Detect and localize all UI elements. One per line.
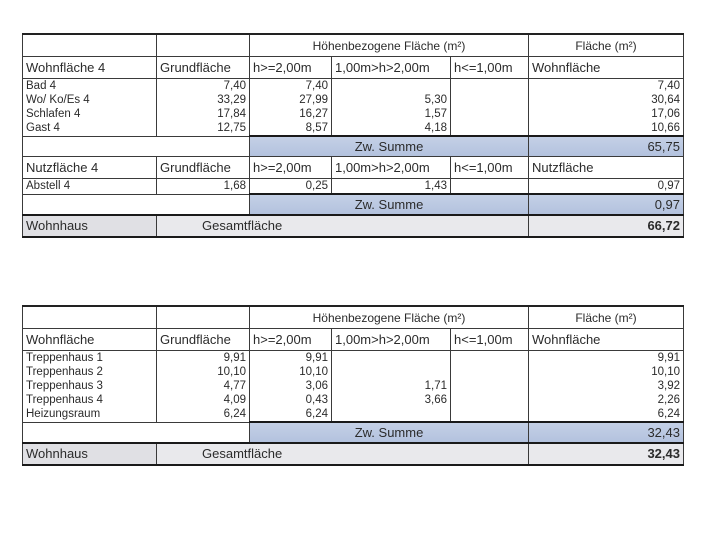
col-header-h3: h<=1,00m [451, 57, 529, 79]
grund-value: 7,40 [157, 79, 250, 94]
empty-cell [23, 306, 157, 329]
total-value: 32,43 [529, 443, 684, 465]
h1-value: 10,10 [250, 365, 332, 379]
table-row [23, 365, 684, 379]
total-row [23, 443, 684, 465]
h2-value [332, 79, 451, 94]
h3-value [451, 351, 529, 366]
h3-value [451, 107, 529, 121]
col-header-area: Wohnfläche [529, 329, 684, 351]
section-label-wohnflaeche: Wohnfläche [23, 329, 157, 351]
group-header-row [23, 34, 684, 57]
room-name: Abstell 4 [23, 179, 157, 195]
col-header-h3: h<=1,00m [451, 329, 529, 351]
col-header-h3: h<=1,00m [451, 157, 529, 179]
h1-value: 8,57 [250, 121, 332, 136]
h1-value: 7,40 [250, 79, 332, 94]
table-row [23, 407, 684, 422]
grund-value: 17,84 [157, 107, 250, 121]
grund-value: 4,77 [157, 379, 250, 393]
h3-value [451, 79, 529, 94]
h2-value: 4,18 [332, 121, 451, 136]
empty-cell [23, 422, 250, 443]
h3-value [451, 121, 529, 136]
subtotal-row [23, 422, 684, 443]
subtotal-label: Zw. Summe [250, 136, 529, 157]
table-row [23, 93, 684, 107]
total-label: Wohnhaus [23, 443, 157, 465]
grund-value: 6,24 [157, 407, 250, 422]
area-value: 7,40 [529, 79, 684, 94]
room-name: Treppenhaus 2 [23, 365, 157, 379]
height-group-header: Höhenbezogene Fläche (m²) [250, 306, 529, 329]
room-name: Bad 4 [23, 79, 157, 94]
table-row [23, 351, 684, 366]
h1-value: 9,91 [250, 351, 332, 366]
area-value: 17,06 [529, 107, 684, 121]
section-header-row [23, 157, 684, 179]
area-group-header: Fläche (m²) [529, 306, 684, 329]
room-name: Wo/ Ko/Es 4 [23, 93, 157, 107]
col-header-h1: h>=2,00m [250, 157, 332, 179]
empty-cell [157, 34, 250, 57]
table-row [23, 179, 684, 195]
h2-value: 1,71 [332, 379, 451, 393]
section-label-wohnflaeche: Wohnfläche 4 [23, 57, 157, 79]
h2-value: 1,57 [332, 107, 451, 121]
area-value: 10,10 [529, 365, 684, 379]
subtotal-row [23, 136, 684, 157]
area-group-header: Fläche (m²) [529, 34, 684, 57]
h2-value: 1,43 [332, 179, 451, 195]
grund-value: 9,91 [157, 351, 250, 366]
area-value: 10,66 [529, 121, 684, 136]
col-header-h2: 1,00m>h>2,00m [332, 57, 451, 79]
col-header-h1: h>=2,00m [250, 57, 332, 79]
h3-value [451, 379, 529, 393]
area-value: 9,91 [529, 351, 684, 366]
grund-value: 12,75 [157, 121, 250, 136]
subtotal-value: 0,97 [529, 194, 684, 215]
section-label-nutzflaeche: Nutzfläche 4 [23, 157, 157, 179]
h3-value [451, 407, 529, 422]
h2-value: 5,30 [332, 93, 451, 107]
empty-cell [23, 194, 250, 215]
empty-cell [23, 34, 157, 57]
subtotal-row [23, 194, 684, 215]
col-header-area: Nutzfläche [529, 157, 684, 179]
section-header-row [23, 57, 684, 79]
h2-value [332, 365, 451, 379]
room-name: Schlafen 4 [23, 107, 157, 121]
h3-value [451, 393, 529, 407]
room-name: Treppenhaus 1 [23, 351, 157, 366]
h3-value [451, 93, 529, 107]
area-value: 30,64 [529, 93, 684, 107]
h1-value: 27,99 [250, 93, 332, 107]
h1-value: 16,27 [250, 107, 332, 121]
area-table-2 [22, 305, 684, 466]
group-header-row [23, 306, 684, 329]
h1-value: 0,25 [250, 179, 332, 195]
col-header-h2: 1,00m>h>2,00m [332, 329, 451, 351]
table-row [23, 107, 684, 121]
area-table-1 [22, 33, 684, 238]
col-header-grundflaeche: Grundfläche [157, 329, 250, 351]
h1-value: 0,43 [250, 393, 332, 407]
total-value: 66,72 [529, 215, 684, 237]
col-header-grundflaeche: Grundfläche [157, 157, 250, 179]
subtotal-value: 32,43 [529, 422, 684, 443]
h3-value [451, 365, 529, 379]
section-header-row [23, 329, 684, 351]
col-header-area: Wohnfläche [529, 57, 684, 79]
room-name: Gast 4 [23, 121, 157, 136]
grund-value: 10,10 [157, 365, 250, 379]
height-group-header: Höhenbezogene Fläche (m²) [250, 34, 529, 57]
h1-value: 3,06 [250, 379, 332, 393]
table-row [23, 79, 684, 94]
total-label: Wohnhaus [23, 215, 157, 237]
room-name: Treppenhaus 3 [23, 379, 157, 393]
area-value: 6,24 [529, 407, 684, 422]
area-value: 2,26 [529, 393, 684, 407]
room-name: Treppenhaus 4 [23, 393, 157, 407]
gesamtflaeche-label: Gesamtfläche [157, 443, 529, 465]
col-header-h1: h>=2,00m [250, 329, 332, 351]
h2-value [332, 351, 451, 366]
subtotal-value: 65,75 [529, 136, 684, 157]
h2-value [332, 407, 451, 422]
total-row [23, 215, 684, 237]
gesamtflaeche-label: Gesamtfläche [157, 215, 529, 237]
empty-cell [157, 306, 250, 329]
grund-value: 33,29 [157, 93, 250, 107]
subtotal-label: Zw. Summe [250, 194, 529, 215]
table-row [23, 379, 684, 393]
table-row [23, 393, 684, 407]
grund-value: 4,09 [157, 393, 250, 407]
area-value: 0,97 [529, 179, 684, 195]
col-header-grundflaeche: Grundfläche [157, 57, 250, 79]
area-value: 3,92 [529, 379, 684, 393]
empty-cell [23, 136, 250, 157]
h2-value: 3,66 [332, 393, 451, 407]
subtotal-label: Zw. Summe [250, 422, 529, 443]
col-header-h2: 1,00m>h>2,00m [332, 157, 451, 179]
grund-value: 1,68 [157, 179, 250, 195]
h3-value [451, 179, 529, 195]
h1-value: 6,24 [250, 407, 332, 422]
room-name: Heizungsraum [23, 407, 157, 422]
table-row [23, 121, 684, 136]
